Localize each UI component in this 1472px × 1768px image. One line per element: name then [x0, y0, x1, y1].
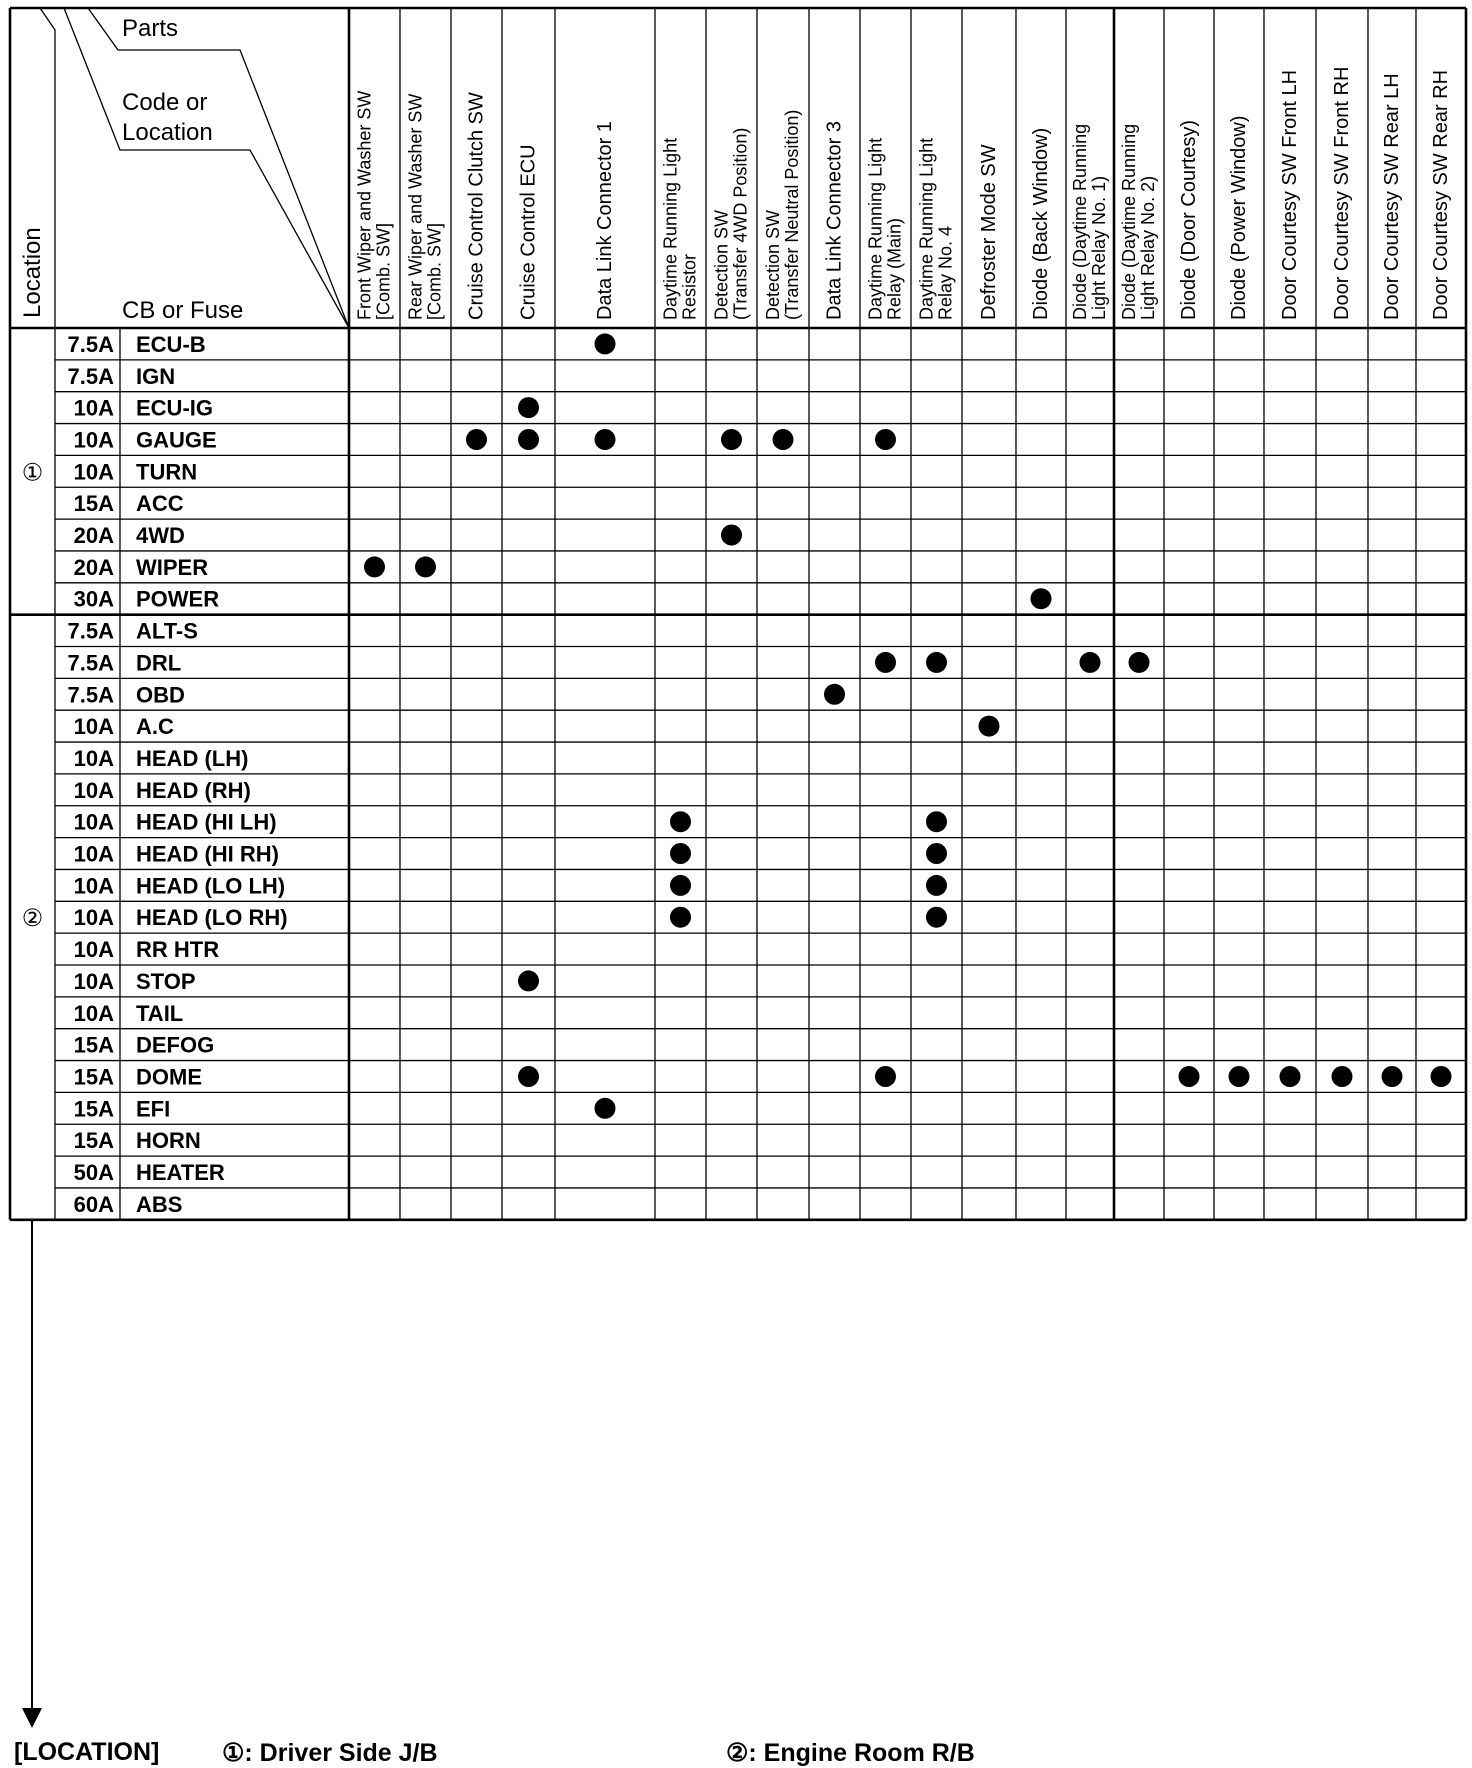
fuse-amperage: 10A	[73, 395, 114, 421]
fuse-amperage: 7.5A	[67, 331, 114, 357]
connection-dot	[926, 875, 947, 896]
fuse-name: 4WD	[136, 523, 185, 549]
header-diagonal-code	[64, 8, 349, 328]
fuse-name: GAUGE	[136, 427, 217, 453]
column-header: Daytime Running Light	[660, 137, 681, 320]
column-header: Resistor	[679, 253, 700, 320]
connection-dot	[721, 525, 742, 546]
connection-dot	[595, 1098, 616, 1119]
column-header: Diode (Daytime Running	[1118, 123, 1139, 320]
fuse-label: CB or Fuse	[122, 297, 244, 324]
fuse-name: WIPER	[136, 554, 209, 580]
legend-title: [LOCATION]	[14, 1738, 160, 1766]
fuse-amperage: 15A	[73, 1064, 114, 1090]
column-header: Door Courtesy SW Front LH	[1278, 69, 1301, 320]
code-label-line2: Location	[122, 119, 213, 146]
connection-dot	[518, 1066, 539, 1087]
connection-dot	[773, 429, 794, 450]
legend-location-1: ①: Driver Side J/B	[222, 1739, 438, 1767]
fuse-name: ALT-S	[136, 618, 198, 644]
connection-dot	[875, 652, 896, 673]
fuse-name: ECU-IG	[136, 395, 213, 421]
fuse-name: DEFOG	[136, 1032, 215, 1058]
fuse-name: HEAD (LO LH)	[136, 873, 286, 899]
fuse-name: POWER	[136, 586, 220, 612]
connection-dot	[979, 716, 1000, 737]
column-header: (Transfer 4WD Position)	[730, 127, 751, 320]
fuse-amperage: 10A	[73, 905, 114, 931]
connection-dot	[1179, 1066, 1200, 1087]
connection-dot	[670, 907, 691, 928]
fuse-name: A.C	[136, 714, 174, 740]
column-header: (Transfer Neutral Position)	[781, 109, 802, 320]
fuse-amperage: 15A	[73, 1032, 114, 1058]
column-header: Cruise Control ECU	[517, 144, 540, 320]
connection-dot	[721, 429, 742, 450]
legend-arrow-head	[22, 1708, 42, 1728]
connection-dot	[595, 429, 616, 450]
fuse-name: TURN	[136, 459, 198, 485]
column-header: Daytime Running Light	[916, 137, 937, 320]
column-header: Light Relay No. 2)	[1137, 175, 1158, 320]
connection-dot	[595, 333, 616, 354]
location-label: Location	[19, 227, 46, 318]
connection-dot	[670, 811, 691, 832]
connection-dot	[364, 556, 385, 577]
column-header: Detection SW	[762, 209, 783, 320]
fuse-name: HEAD (RH)	[136, 777, 251, 803]
location-legend	[14, 1738, 1454, 1766]
column-header: Light Relay No. 1)	[1088, 175, 1109, 320]
connection-dot	[670, 843, 691, 864]
column-header: [Comb. SW]	[373, 222, 394, 320]
fuse-name: HEAD (LH)	[136, 745, 249, 771]
column-header: Diode (Power Window)	[1227, 115, 1250, 320]
fuse-name: HEAD (LO RH)	[136, 905, 288, 931]
fuse-name: ECU-B	[136, 331, 206, 357]
column-header: [Comb. SW]	[424, 222, 445, 320]
connection-dot	[518, 397, 539, 418]
connection-dot	[518, 970, 539, 991]
fuse-amperage: 10A	[73, 1000, 114, 1026]
connection-dot	[926, 843, 947, 864]
connection-dot	[415, 556, 436, 577]
connection-dot	[1431, 1066, 1452, 1087]
fuse-amperage: 60A	[73, 1191, 114, 1217]
fuse-name: DRL	[136, 650, 182, 676]
fuse-amperage: 10A	[73, 937, 114, 963]
legend-location-2: ②: Engine Room R/B	[726, 1739, 975, 1767]
fuse-name: EFI	[136, 1096, 171, 1122]
connection-dot	[1332, 1066, 1353, 1087]
fuse-amperage: 7.5A	[67, 618, 114, 644]
fuse-amperage: 30A	[73, 586, 114, 612]
fuse-amperage: 10A	[73, 459, 114, 485]
column-header: Detection SW	[711, 209, 732, 320]
fuse-amperage: 10A	[73, 873, 114, 899]
column-header: Diode (Back Window)	[1029, 127, 1052, 320]
fuse-amperage: 10A	[73, 841, 114, 867]
column-header: Diode (Door Courtesy)	[1177, 119, 1200, 320]
column-header: Rear Wiper and Washer SW	[405, 93, 426, 320]
column-header: Data Link Connector 1	[593, 120, 616, 320]
location-marker: ②	[21, 905, 44, 933]
parts-label: Parts	[122, 15, 179, 42]
connection-dot	[1382, 1066, 1403, 1087]
column-header: Door Courtesy SW Rear LH	[1380, 73, 1403, 320]
connection-dot	[875, 1066, 896, 1087]
fuse-name: TAIL	[136, 1000, 184, 1026]
fuse-amperage: 20A	[73, 554, 114, 580]
column-header: Door Courtesy SW Front RH	[1330, 66, 1353, 320]
connection-dot	[1229, 1066, 1250, 1087]
fuse-amperage: 20A	[73, 523, 114, 549]
connection-dot	[466, 429, 487, 450]
connection-dot	[1080, 652, 1101, 673]
fuse-amperage: 10A	[73, 968, 114, 994]
fuse-name: IGN	[136, 363, 176, 389]
connection-dot	[1129, 652, 1150, 673]
fuse-amperage: 10A	[73, 809, 114, 835]
connection-dot	[824, 684, 845, 705]
column-header: Relay No. 4	[935, 225, 956, 320]
fuse-name: HORN	[136, 1128, 201, 1154]
fuse-amperage: 10A	[73, 714, 114, 740]
fuse-amperage: 10A	[73, 777, 114, 803]
column-header: Data Link Connector 3	[823, 120, 846, 320]
column-header: Cruise Control Clutch SW	[465, 92, 488, 320]
column-header: Relay (Main)	[884, 217, 905, 320]
fuse-amperage: 15A	[73, 1096, 114, 1122]
fuse-name: HEATER	[136, 1160, 225, 1186]
connection-dot	[926, 907, 947, 928]
fuse-name: HEAD (HI RH)	[136, 841, 279, 867]
column-header: Daytime Running Light	[865, 137, 886, 320]
fuse-name: DOME	[136, 1064, 202, 1090]
fuse-amperage: 10A	[73, 427, 114, 453]
fuse-name: HEAD (HI LH)	[136, 809, 277, 835]
fuse-name: ABS	[136, 1191, 183, 1217]
connection-dot	[1031, 588, 1052, 609]
connection-dot	[875, 429, 896, 450]
connection-dot	[926, 652, 947, 673]
fuse-amperage: 7.5A	[67, 682, 114, 708]
fuse-amperage: 15A	[73, 491, 114, 517]
fuse-name: STOP	[136, 968, 196, 994]
connection-dot	[518, 429, 539, 450]
column-header: Diode (Daytime Running	[1069, 123, 1090, 320]
connection-dot	[670, 875, 691, 896]
fuse-name: OBD	[136, 682, 185, 708]
fuse-name: RR HTR	[136, 937, 220, 963]
fuse-amperage: 7.5A	[67, 650, 114, 676]
fuse-amperage: 50A	[73, 1160, 114, 1186]
location-marker: ①	[21, 459, 44, 487]
connection-dot	[926, 811, 947, 832]
header-diagonal-parts	[88, 8, 349, 328]
connection-dot	[1280, 1066, 1301, 1087]
code-label-line1: Code or	[122, 89, 208, 116]
fuse-amperage: 15A	[73, 1128, 114, 1154]
column-header: Front Wiper and Washer SW	[354, 90, 375, 320]
column-header: Door Courtesy SW Rear RH	[1429, 69, 1452, 320]
fuse-name: ACC	[136, 491, 184, 517]
column-header: Defroster Mode SW	[977, 144, 1000, 320]
fuse-amperage: 10A	[73, 745, 114, 771]
fuse-amperage: 7.5A	[67, 363, 114, 389]
